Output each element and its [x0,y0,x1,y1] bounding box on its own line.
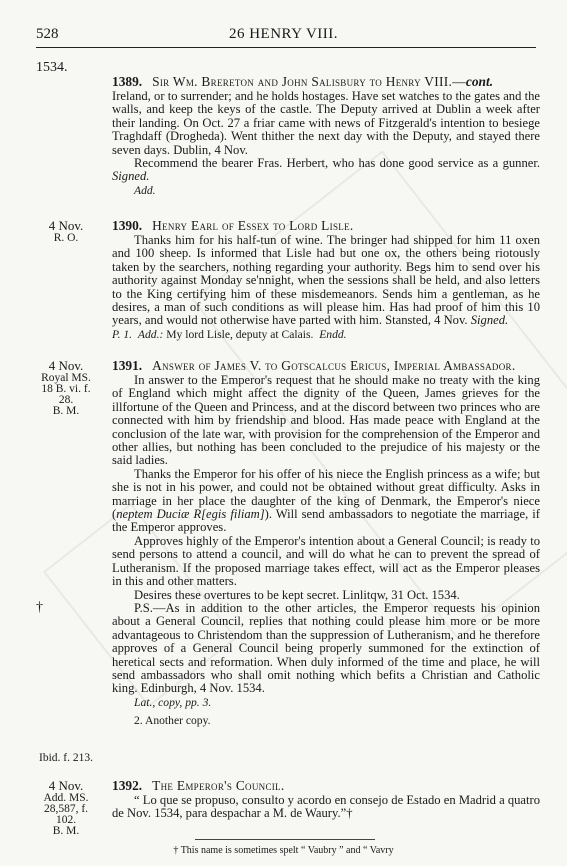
header-rule [36,47,536,48]
running-title: 26 HENRY VIII. [228,26,339,42]
entry-title: The Emperor's Council. [152,778,285,793]
entry-1389 [112,74,540,197]
entry-address: Add. [134,183,156,197]
entry-paragraph: Ireland, or to surrender; and he holds hostages. Have set watches to the gates and the walls, and keep the keys of the castle. The Deputy arrived at Dublin a week after their landing. On Oct. 27 a friar came with news of Fitzgerald's intention to besiege Traghdaff (Drogheda). Went thither the next day with the Deputy, and stayed there seven days. Dublin, 4 Nov. [112,89,540,157]
entry-paragraph: Approves highly of the Emperor's intention about a General Council; is ready to send persons to attend a council, and will do what he can to prevent the spread of Lutheranism. If the proposed marriage takes effect, will act as the Emperor pleases in this and other matters. [112,533,540,589]
entry-1391 [112,358,540,728]
entry-address: P. 1. Add.: My lord Lisle, deputy at Calais. Endd. [112,327,347,341]
entry-number: 1391. [112,358,143,373]
footnote: † This name is sometimes spelt “ Vaubry ” and “ Vavry [173,845,394,856]
entry-paragraph: Thanks the Emperor for his offer of his niece the English princess as a wife; but she is not in his power, and could not be obtained without great difficulty. Asks in marriage in her place the daughter of the king of Denmark, the Emperor's niece (neptem Duciæ R[egis filiam]). Will send ambassadors to negotiate the marriage, if the Emperor approves. [112,466,540,535]
entry-heading [112,74,540,89]
entry-1390 [112,218,540,341]
entry-number: 1392. [112,778,143,793]
entry-title: Sir Wm. Brereton and John Salisbury to Henry VIII.— [152,74,466,89]
entry-title: Answer of James V. to Gotscalcus Ericus, Imperial Ambassador. [152,358,516,373]
margin-note-ibid: Ibid. f. 213. [39,752,93,764]
entry-note: Lat., copy, pp. 3. [134,695,212,709]
entry-number: 1390. [112,218,143,233]
entry-cont: cont. [465,74,494,89]
margin-note-1390: 4 Nov. R. O. [48,218,84,244]
entry-heading [112,778,540,793]
entry-copy: 2. Another copy. [134,714,211,728]
entry-paragraph: “ Lo que se propuso, consulto y acordo en consejo de Estado en Madrid a quatro de Nov. 1534, para despachar a M. de Waury.”† [112,793,540,821]
entry-number: 1389. [112,74,143,89]
entry-heading [112,218,540,233]
footnote-rule [195,839,375,840]
margin-dagger: † [36,600,43,615]
margin-note-1392: 4 Nov. Add. MS. 28,587, f. 102. B. M. [43,778,89,837]
year-margin: 1534. [36,60,68,75]
entry-paragraph: Desires these overtures to be kept secret. Linlitqw, 31 Oct. 1534. [134,587,460,602]
entry-heading [112,358,540,373]
entry-paragraph: In answer to the Emperor's request that he should make no treaty with the king of England which might affect the dignity of the Queen, James grieves for the illfortune of the Queen and Princess, and at the discord between two princes who are connected with him by friendship and blood. Has made peace with England at the conclusion of the late war, with provision for the comprehension of the Emperor and other allies, but nothing has been concluded to the prejudice of his majesty or the said ladies. [112,373,540,468]
entry-title: Henry Earl of Essex to Lord Lisle. [152,218,354,233]
entry-1392 [112,778,540,821]
page-number: 528 [36,26,59,42]
entry-paragraph: Recommend the bearer Fras. Herbert, who has done good service as a gunner. Signed. [112,156,540,184]
margin-note-1391: 4 Nov. Royal MS. 18 B. vi. f. 28. B. M. [41,358,91,417]
entry-paragraph: P.S.—As in addition to the other articles, the Emperor requests his opinion about a General Council, replies that nothing could please him more or be more advantageous to Christendom than the suppression of Lutheranism, and he therefore approves of a General Council being properly summoned for the extinction of heretical sects and reformation. When duly informed of the time and place, he will send ambassadors who shall omit nothing which befits a Christian and Catholic king. Edinburgh, 4 Nov. 1534. [112,600,540,696]
entry-paragraph: Thanks him for his half-tun of wine. The bringer had shipped for him 11 oxen and 100 sheep. Is informed that Lisle had but one ox, the others being riotously taken by the searchers, nothing regarding your authority. Begs him to send over his authority against Monday se'nnight, when the sessions shall be held, and also letters to the King certifying him of these misdemeanors. Sends him a gentleman, as he desires, a man of such conditions as will please him. Has had proof of him this 10 years, and would not otherwise have parted with him. Stansted, 4 Nov. Signed. [112,233,540,328]
